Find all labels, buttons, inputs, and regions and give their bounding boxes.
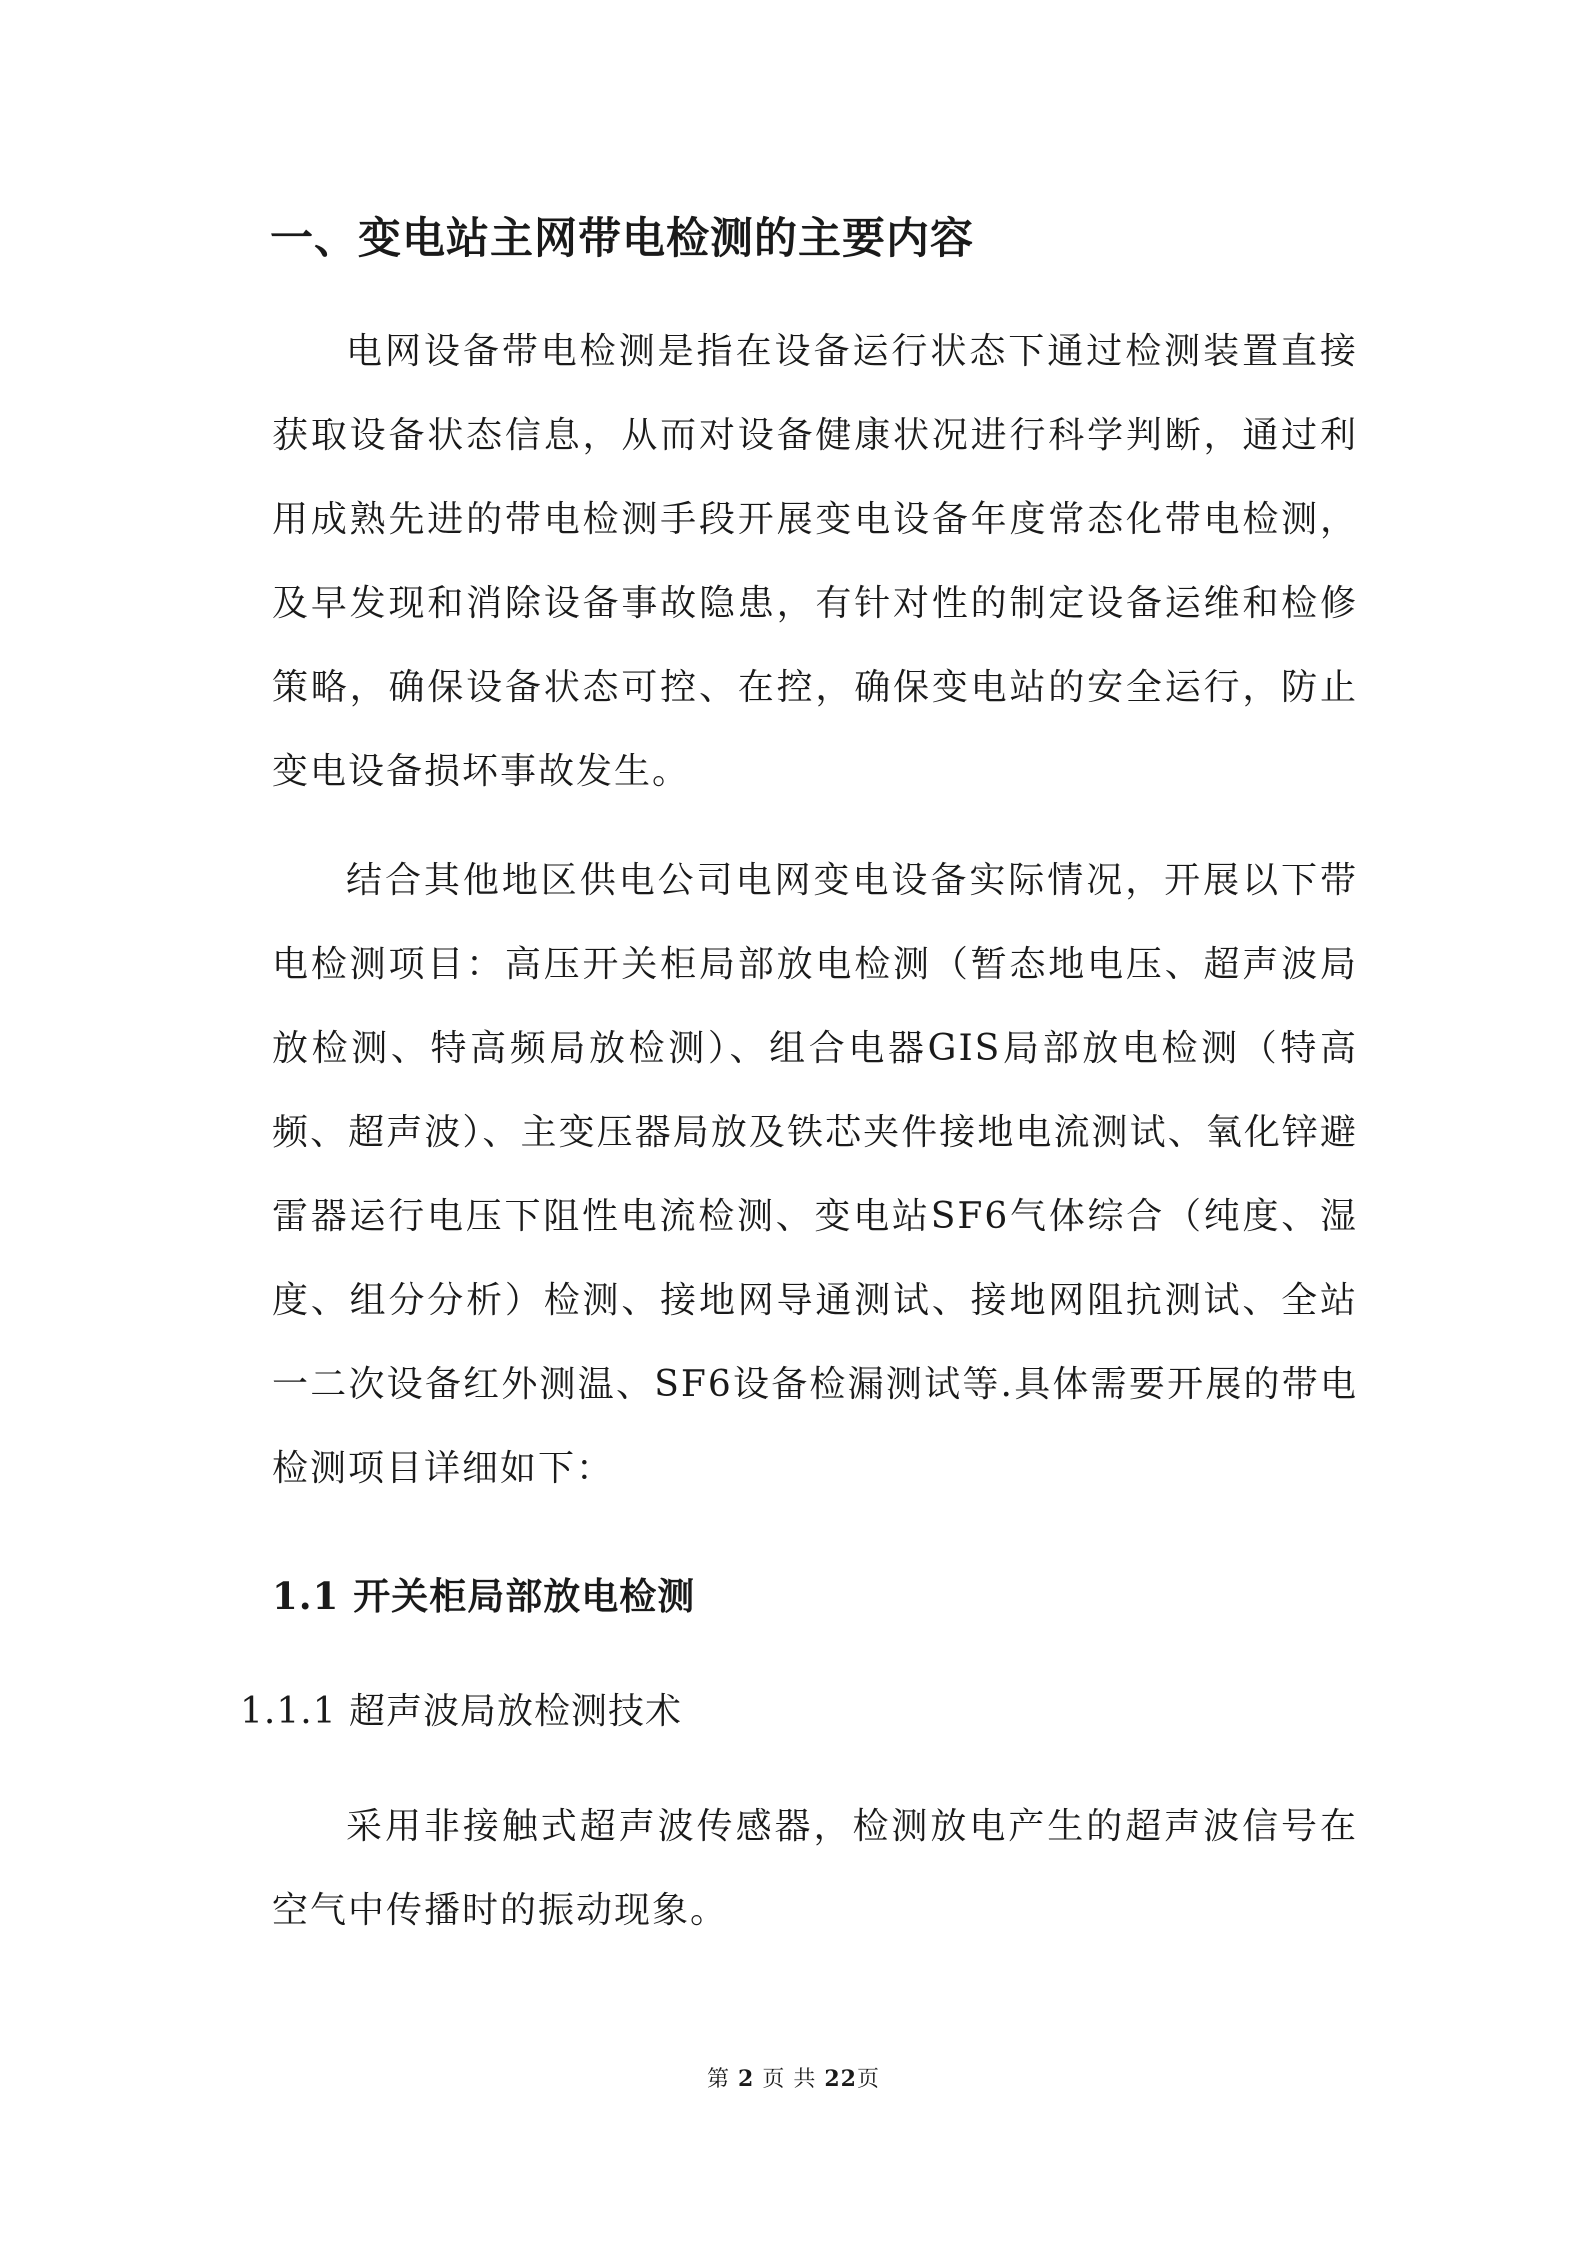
- subsection-title: 1.1 开关柜局部放电检测: [272, 1574, 696, 1618]
- paragraph-intro: 电网设备带电检测是指在设备运行状态下通过检测装置直接获取设备状态信息，从而对设备健康状况进行科学判断，通过利用成熟先进的带电检测手段开展变电设备年度常态化带电检测，及早发现和消除设备事故隐患，有针对性的制定设备运维和检修策略，确保设备状态可控、在控，确保变电站的安全运行，防止变电设备损坏事故发生。: [272, 331, 1358, 792]
- footer-current-page: 2: [738, 2066, 755, 2092]
- paragraph-ultrasonic: 采用非接触式超声波传感器，检测放电产生的超声波信号在空气中传播时的振动现象。: [272, 1806, 1358, 1931]
- footer-suffix: 页: [856, 2067, 880, 2092]
- footer-middle: 页 共: [762, 2067, 817, 2092]
- paragraph-projects: 结合其他地区供电公司电网变电设备实际情况，开展以下带电检测项目：高压开关柜局部放电检测（暂态地电压、超声波局放检测、特高频局放检测）、组合电器GIS局部放电检测（特高频、超声波）、主变压器局放及铁芯夹件接地电流测试、氧化锌避雷器运行电压下阻性电流检测、变电站SF6气体综合（纯度、湿度、组分分析）检测、接地网导通测试、接地网阻抗测试、全站一二次设备红外测温、SF6设备检漏测试等.具体需要开展的带电检测项目详细如下：: [272, 860, 1358, 1489]
- subsubsection-title: 1.1.1 超声波局放检测技术: [240, 1691, 683, 1732]
- footer-total-pages: 22: [824, 2066, 857, 2092]
- page-footer: [0, 2062, 1587, 2093]
- section-title: 一、变电站主网带电检测的主要内容: [270, 214, 974, 264]
- footer-prefix: 第: [707, 2067, 731, 2092]
